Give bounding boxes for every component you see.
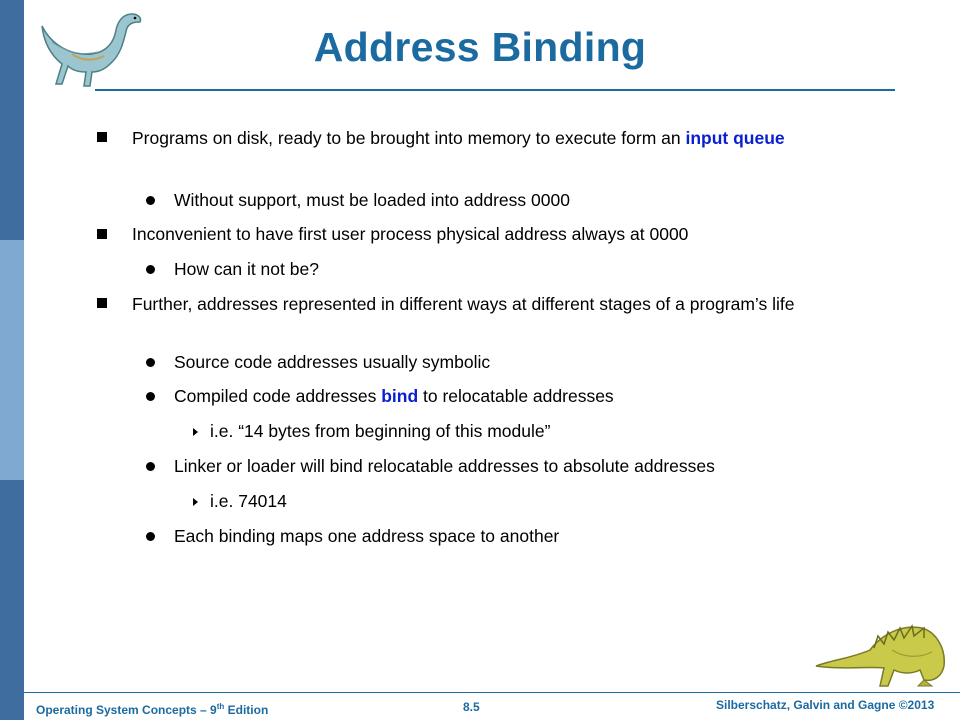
round-bullet-icon <box>146 462 155 471</box>
bullet-linker-loader: Linker or loader will bind relocatable addresses to absolute addresses <box>174 456 715 476</box>
round-bullet-icon <box>146 532 155 541</box>
round-bullet-icon <box>146 392 155 401</box>
bullet-how-can-it-not-be: How can it not be? <box>174 259 319 279</box>
sidebar-segment-bottom <box>0 480 24 720</box>
footer-superscript: th <box>216 702 225 711</box>
title-underline <box>95 89 895 91</box>
left-sidebar-bar <box>0 0 24 720</box>
bullet-text: Compiled code addresses <box>174 386 382 406</box>
round-bullet-icon <box>146 265 155 274</box>
bullet-compiled-code <box>174 385 874 408</box>
bullet-further-addresses: Further, addresses represented in different ways at different stages of a program’s life <box>132 294 795 314</box>
bullet-74014: i.e. 74014 <box>210 491 287 511</box>
round-bullet-icon <box>146 358 155 367</box>
sidebar-segment-middle <box>0 240 24 480</box>
footer-rule <box>24 692 960 693</box>
round-bullet-icon <box>146 196 155 205</box>
bullet-14-bytes: i.e. “14 bytes from beginning of this module” <box>210 421 551 441</box>
bullet-programs-on-disk <box>132 127 832 150</box>
bullet-text: to relocatable addresses <box>418 386 614 406</box>
bullet-each-binding: Each binding maps one address space to another <box>174 526 560 546</box>
bullet-source-code: Source code addresses usually symbolic <box>174 352 491 372</box>
bullet-inconvenient: Inconvenient to have first user process physical address always at 0000 <box>132 224 689 244</box>
arrow-bullet-icon <box>193 428 198 436</box>
footer-book-title <box>36 702 268 717</box>
footer-book-title-text: Operating System Concepts – 9 <box>36 703 217 717</box>
square-bullet-icon <box>97 132 107 142</box>
arrow-bullet-icon <box>193 498 198 506</box>
highlight-input-queue: input queue <box>685 128 785 148</box>
bullet-text: Programs on disk, ready to be brought into memory to execute form an <box>132 128 686 148</box>
footer-authors: Silberschatz, Galvin and Gagne ©2013 <box>716 698 935 712</box>
square-bullet-icon <box>97 229 107 239</box>
dinosaur-bottom-icon <box>812 614 950 690</box>
footer-edition-text: Edition <box>224 703 269 717</box>
slide-title: Address Binding <box>313 24 647 70</box>
square-bullet-icon <box>97 298 107 308</box>
bullet-without-support: Without support, must be loaded into address 0000 <box>174 190 570 210</box>
highlight-bind: bind <box>381 386 419 406</box>
footer-page-number: 8.5 <box>463 700 480 714</box>
